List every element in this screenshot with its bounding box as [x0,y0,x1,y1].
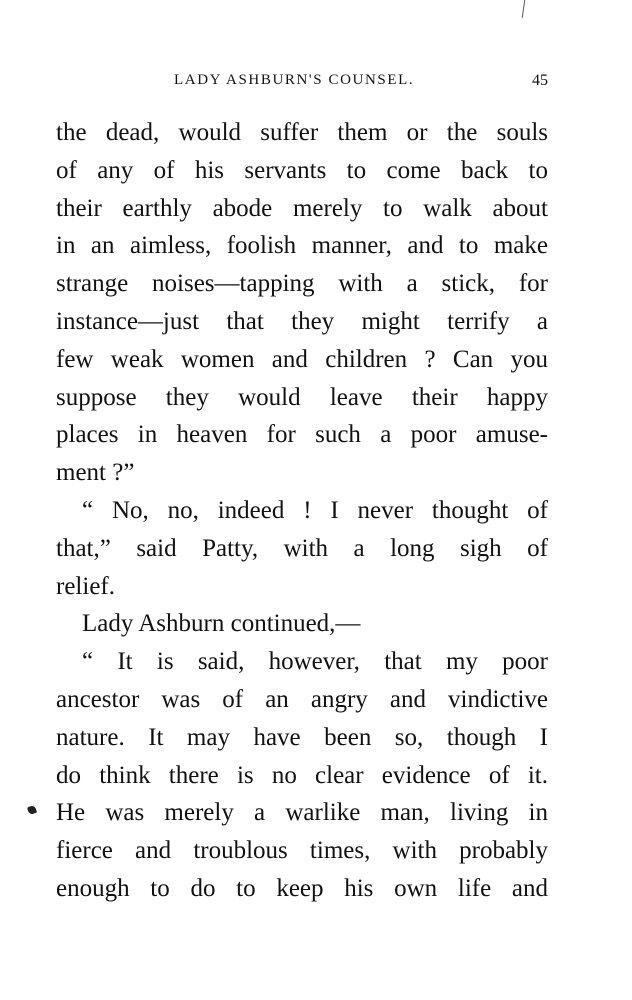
text-line: Lady Ashburn continued,— [82,610,361,638]
text-line: nature. It may have been so, though I [56,723,548,751]
page-number: 45 [532,72,548,89]
text-line: the dead, would suffer them or the souls [56,119,548,146]
text-line: ancestor was of an angry and vindictive [56,685,548,713]
text-line: instance—just that they might terrify a [56,307,548,335]
body-text [56,114,548,908]
text-line: do think there is no clear evidence of it. [56,761,548,789]
text-line: few weak women and children ? Can you [56,345,548,373]
text-line: fierce and troublous times, with probably [56,837,548,865]
text-line: suppose they would leave their happy [56,383,548,411]
text-line: strange noises—tapping with a stick, for [56,270,548,298]
running-head: LADY ASHBURN'S COUNSEL. [174,72,415,88]
page-header [56,72,548,96]
text-line: He was merely a warlike man, living in [56,799,548,827]
text-line: “ No, no, indeed ! I never thought of [82,496,548,524]
text-line: of any of his servants to come back to [56,156,548,184]
text-line: places in heaven for such a poor amuse- [56,421,548,449]
corner-ink-mark [522,0,528,18]
text-line: enough to do to keep his own life and [56,874,548,902]
text-line: “ It is said, however, that my poor [82,648,548,676]
text-line: their earthly abode merely to walk about [56,194,548,222]
margin-ink-mark [27,805,37,815]
text-line: that,” said Patty, with a long sigh of [56,534,548,562]
text-line: relief. [56,572,115,600]
text-line: in an aimless, foolish manner, and to make [56,232,548,260]
text-line: ment ?” [56,459,135,487]
